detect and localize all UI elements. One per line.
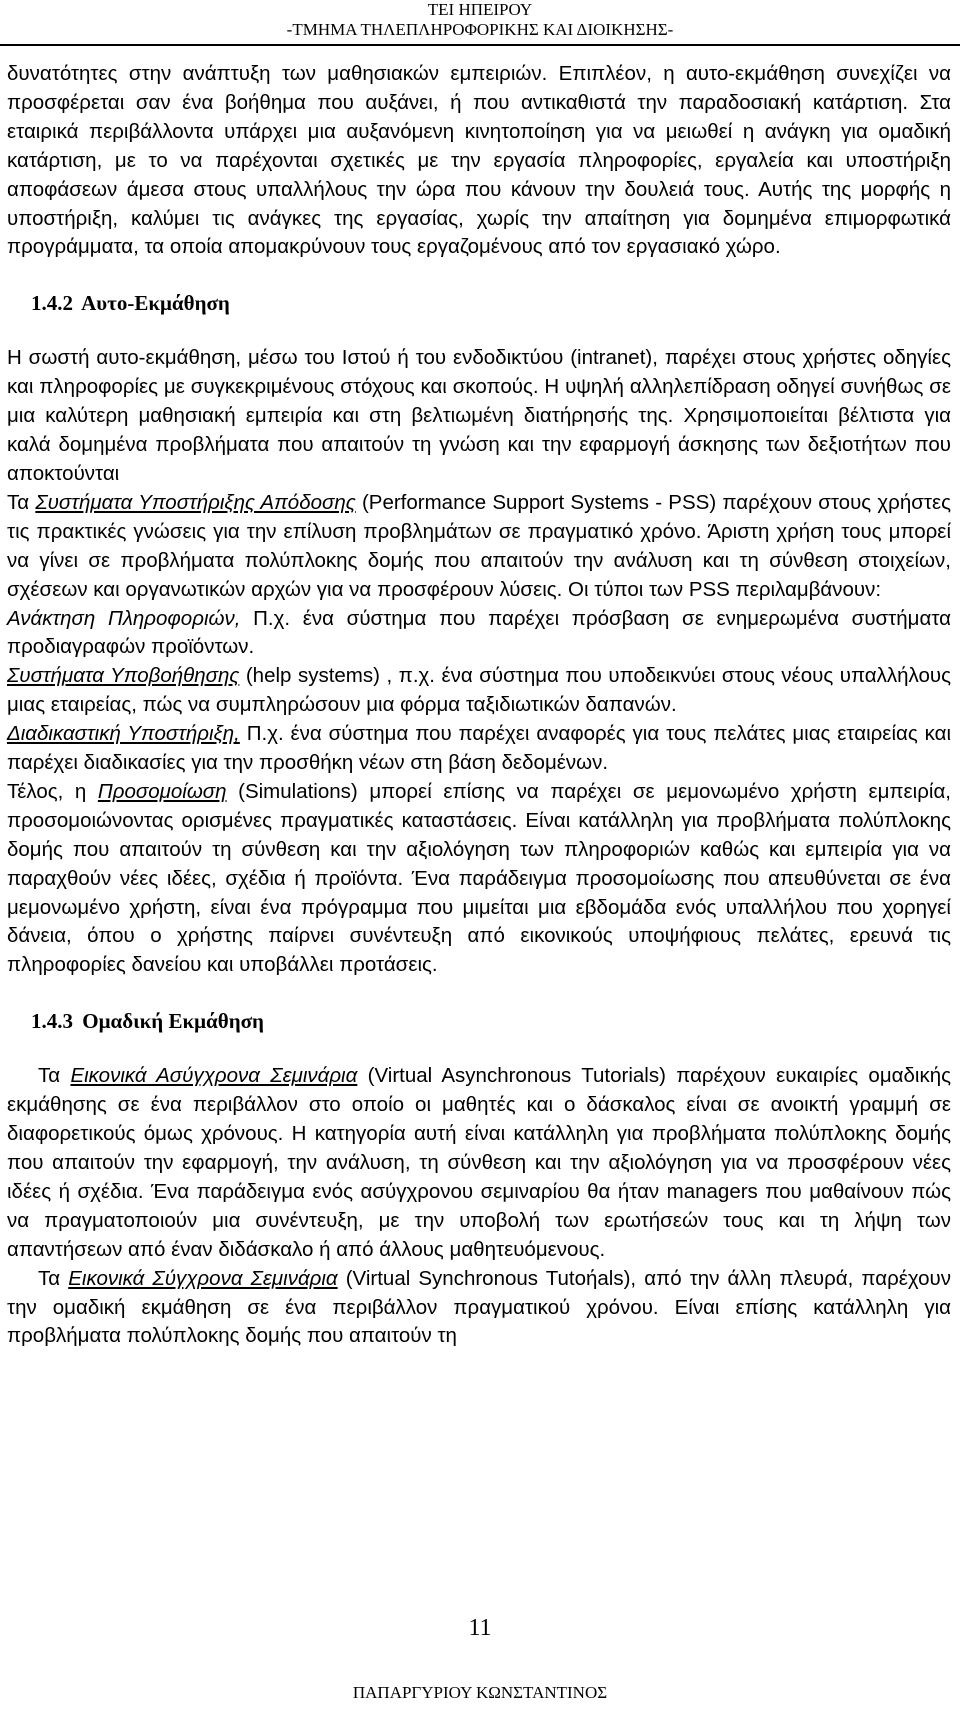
term-sync-tutorials: Εικονικά Σύγχρονα Σεμινάρια: [68, 1266, 338, 1290]
term-simulations: Προσομοίωση: [97, 779, 227, 803]
term-async-tutorials: Εικονικά Ασύγχρονα Σεμινάρια: [70, 1064, 358, 1088]
header-divider: [0, 44, 960, 46]
section-title: Ομαδική Εκμάθηση: [82, 1009, 264, 1034]
term-help-systems: Συστήματα Υποβοήθησης: [7, 664, 240, 688]
section-heading-self-learning: [31, 288, 951, 318]
text-run: Π.χ. ένα σύστημα που παρέχει αναφορές για τους πελάτες μιας εταιρείας και παρέχει διαδικασίες για την προσθήκη νέων στη βάση δεδομένων.: [7, 722, 952, 775]
text-run: Τα: [38, 1266, 69, 1290]
section-title: Αυτο-Εκμάθηση: [81, 291, 230, 316]
paragraph-sync-tutorials: [7, 1265, 951, 1352]
paragraph-procedural-support: [7, 720, 951, 778]
text-run: Τα: [7, 490, 36, 514]
footer-author: ΠΑΠΑΡΓΥΡΙΟΥ ΚΩΝΣΤΑΝΤΙΝΟΣ: [352, 1683, 608, 1702]
section-heading-group-learning: [31, 1006, 951, 1036]
text-run: Π.χ. ένα σύστημα που παρέχει πρόσβαση σε ενημερωμένα συστήματα προδιαγραφών προϊόντων.: [7, 606, 951, 659]
text-run: (help systems) , π.χ. ένα σύστημα που υποδεικνύει στους νέους υπαλλήλους μιας εταιρείας, πώς να συμπληρώσουν μια φόρμα ταξιδιωτικών δαπανών.: [7, 664, 951, 717]
text-run: Τα: [38, 1064, 71, 1088]
header-department: -ΤΜΗΜΑ ΤΗΛΕΠΛΗΡΟΦΟΡΙΚΗΣ ΚΑΙ ΔΙΟΙΚΗΣΗΣ-: [286, 20, 674, 39]
paragraph-intro: δυνατότητες στην ανάπτυξη των μαθησιακών εμπειριών. Επιπλέον, η αυτο-εκμάθηση συνεχίζει να προσφέρεται σαν ένα βοήθημα που αυξάνει, ή που αντικαθιστά την παραδοσιακή κατάρτιση. Στα εταιρικά περιβάλλοντα υπάρχει μια αυξανόμενη κινητοποίηση για να μειωθεί η ανάγκη για ομαδική κατάρτιση, με το να παρέχονται σχετικές με την εργασία πληροφορίες, εργαλεία και υποστήριξη αποφάσεων άμεσα στους υπαλλήλους την ώρα που κάνουν την δουλειά τους. Αυτής της μορφής η υποστήριξη, καλύμει τις ανάγκες της εργασίας, χωρίς την απαίτηση για δομημένα επιμορφωτικά προγράμματα, τα οποία απομακρύνουν τους εργαζομένους από τον εργασιακό χώρο.: [7, 62, 951, 259]
paragraph-pss: [7, 489, 951, 605]
term-procedural-support: Διαδικαστική Υποστήριξη,: [7, 722, 240, 746]
paragraph-help-systems: [7, 662, 951, 720]
paragraph-self-learning: Η σωστή αυτο-εκμάθηση, μέσω του Ιστού ή του ενδοδικτύου (intranet), παρέχει στους χρήστες οδηγίες και πληροφορίες με συγκεκριμένους στόχους και σκοπούς. Η υψηλή αλληλεπίδραση οδηγεί συνήθως σε μια καλύτερη μαθησιακή εμπειρία και στη βελτιωμένη διατήρησής της. Χρησιμοποιείται βέλτιστα για καλά δομημένα προβλήματα που απαιτούν τη γνώση και την εφαρμογή άσκησης των δεξιοτήτων που αποκτούνται: [7, 346, 951, 485]
text-run: (Simulations) μπορεί επίσης να παρέχει σε μεμονωμένο χρήστη εμπειρία, προσομοιώνοντας ορισμένες πραγματικές καταστάσεις. Είναι κατάλληλη για προβλήματα πολύπλοκης δομής που απαιτούν τη σύνθεση και την αξιολόγηση των πληροφοριών καθώς και εμπειρία για να παραχθούν νέες ιδέες, σχέδια ή προϊόντα. Ένα παράδειγμα προσομοίωσης που απευθύνεται σε ένα μεμονωμένο χρήστη, είναι ένα πρόγραμμα που μιμείται μια εβδομάδα ενός υπαλλήλου που χορηγεί δάνεια, όπου ο χρήστης παίρνει συνέντευξη από εικονικούς υποψήφιους πελάτες, ερευνά τις πληροφορίες δανείου και υποβάλλει προτάσεις.: [7, 779, 951, 977]
section-number: 1.4.2: [31, 291, 73, 316]
page-number: 11: [468, 1615, 492, 1641]
paragraph-async-tutorials: [7, 1062, 951, 1264]
paragraph-simulations: [7, 778, 951, 980]
section-number: 1.4.3: [31, 1009, 73, 1034]
text-run: (Performance Support Systems - PSS) παρέχουν στους χρήστες τις πρακτικές γνώσεις για την επίλυση προβλημάτων σε πραγματικό χρόνο. Άριστη χρήση τους μπορεί να γίνει σε προβλήματα πολύπλοκης δομής που απαιτούν την ανάλυση και τη σύνθεση στοιχείων, σχέσεων και οργανωτικών αρχών για να προσφέρουν λύσεις. Οι τύποι των PSS περιλαμβάνουν:: [7, 490, 951, 601]
page-body: [7, 60, 951, 1351]
text-run: (Virtual Asynchronous Tutorials) παρέχουν ευκαιρίες ομαδικής εκμάθησης σε ένα περιβάλλον στο οποίο οι μαθητές και ο δάσκαλος είναι σε ανοικτή γραμμή σε διαφορετικούς όμως χρόνους. Η κατηγορία αυτή είναι κατάλληλη για προβλήματα πολύπλοκης δομής που απαιτούν την εφαρμογή, την ανάλυση, τη σύνθεση και την αξιολόγηση για να προσφέρουν νέες ιδέες ή σχέδια. Ένα παράδειγμα ενός ασύγχρονου σεμιναρίου θα ήταν managers που μαθαίνουν πώς να πραγματοποιούν μια συνέντευξη, με την υποβολή των ερωτήσεών τους και τη λήψη των απαντήσεων από έναν διδάσκαλο ή από άλλους μαθητευόμενους.: [7, 1064, 951, 1261]
text-run: (Virtual Synchronous Tutoήals), από την άλλη πλευρά, παρέχουν την ομαδική εκμάθηση σε ένα περιβάλλον πραγματικού χρόνου. Είναι επίσης κατάλληλη για προβλήματα πολύπλοκης δομής που απαιτούν τη: [7, 1266, 951, 1348]
text-run: Τέλος, η: [7, 779, 98, 803]
paragraph-information-retrieval: [7, 605, 951, 663]
term-pss: Συστήματα Υποστήριξης Απόδοσης: [35, 490, 356, 514]
term-information-retrieval: Ανάκτηση Πληροφοριών,: [7, 606, 241, 630]
header-institution: ΤΕΙ ΗΠΕΙΡΟΥ: [427, 0, 533, 19]
